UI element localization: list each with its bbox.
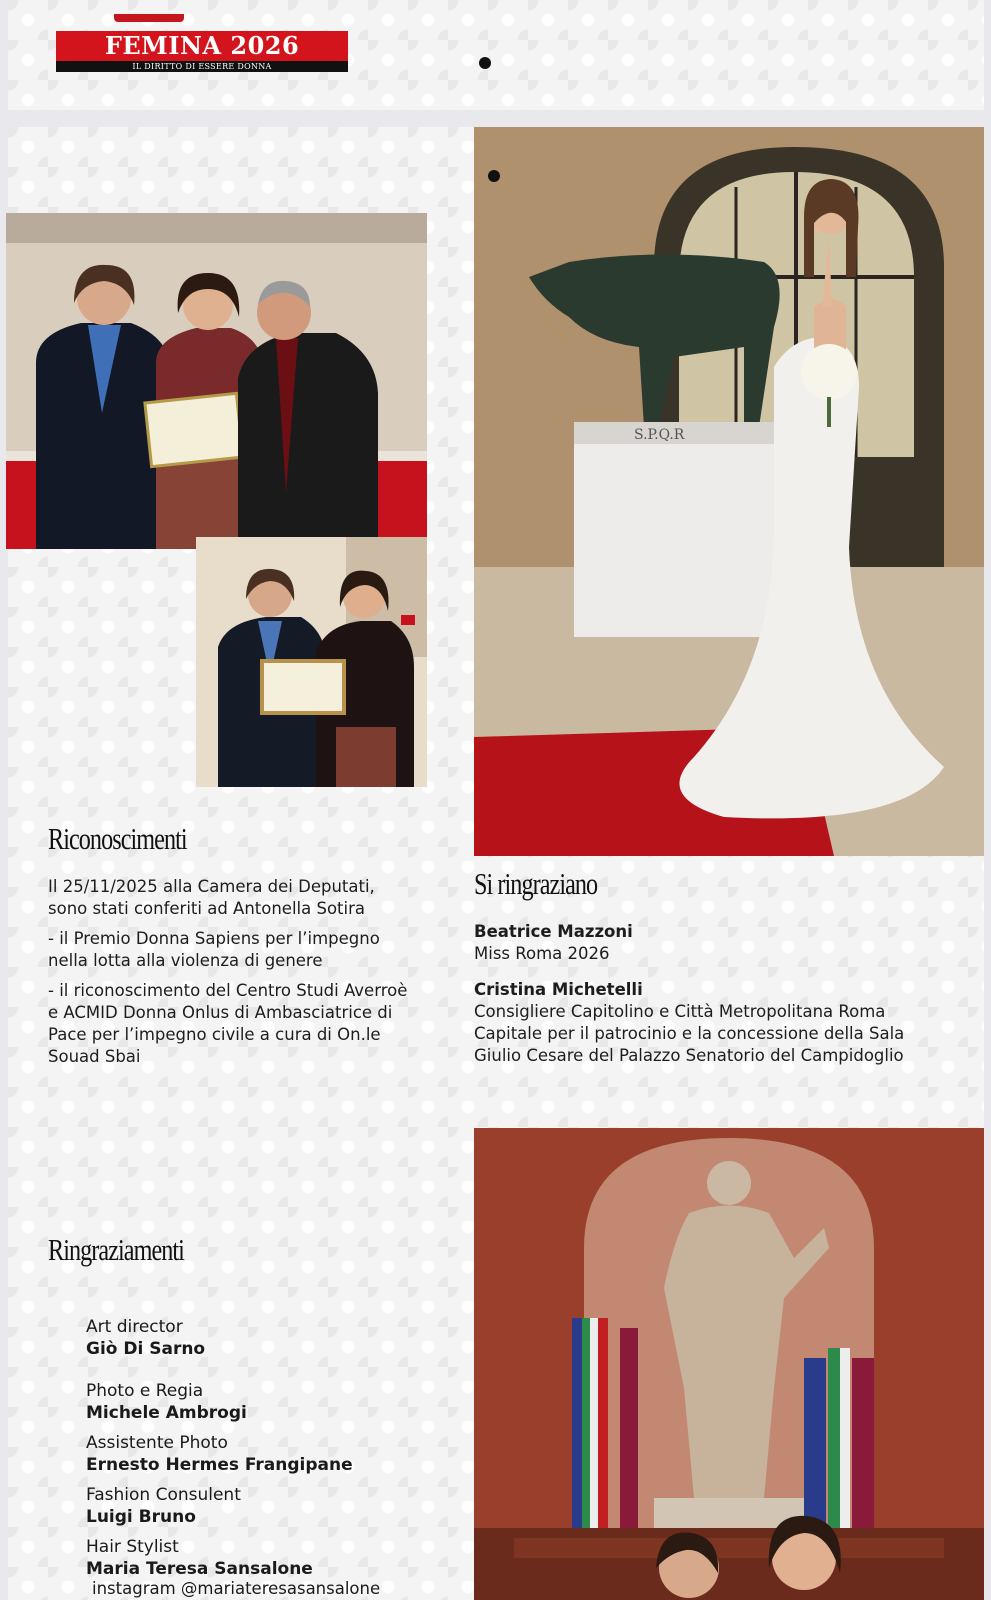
femina-logo (56, 14, 348, 72)
credit-role: Assistente Photo (86, 1433, 228, 1453)
si-ringraziano-heading: Si ringraziano (474, 866, 598, 901)
credit-role: Photo e Regia (86, 1381, 204, 1401)
thanks-entry (474, 979, 944, 1067)
award-ceremony-photo (6, 213, 427, 549)
credit-role: Fashion Consulent (86, 1485, 241, 1505)
logo-stub (114, 14, 184, 22)
svg-text:S.P.Q.R: S.P.Q.R (634, 427, 685, 443)
credit-entry (86, 1380, 247, 1424)
logo-tagline: IL DIRITTO DI ESSERE DONNA (132, 62, 272, 71)
bullet-dot (488, 170, 500, 182)
riconoscimenti-heading: Riconoscimenti (48, 821, 187, 856)
caesar-statue-hall-photo (474, 1128, 984, 1600)
credit-entry (86, 1432, 353, 1476)
credit-entry (86, 1484, 241, 1528)
credit-name: Michele Ambrogi (86, 1403, 247, 1423)
riconoscimenti-item-ambasciatrice: - il riconoscimento del Centro Studi Averroè e ACMID Donna Onlus di Ambasciatrice di Pace per l’impegno civile a cura di On.le Souad Sbai (48, 981, 408, 1066)
credit-role: Art director (86, 1317, 183, 1337)
riconoscimenti-intro: Il 25/11/2025 alla Camera dei Deputati, sono stati conferiti ad Antonella Sotira (48, 877, 375, 918)
thanks-role: Consigliere Capitolino e Città Metropolitana Roma Capitale per il patrocinio e la concessione della Sala Giulio Cesare del Palazzo Senatorio del Campidoglio (474, 1002, 905, 1065)
credit-name: Giò Di Sarno (86, 1339, 206, 1359)
top-strip (8, 0, 984, 110)
thanks-role: Miss Roma 2026 (474, 944, 610, 963)
riconoscimenti-text (48, 876, 418, 1076)
instagram-handle: instagram @mariateresasansalone (92, 1579, 381, 1598)
thanks-name: Beatrice Mazzoni (474, 922, 633, 941)
credit-entry (86, 1316, 205, 1360)
credit-role: Hair Stylist (86, 1537, 179, 1557)
thanks-name: Cristina Michetelli (474, 980, 643, 999)
riconoscimenti-item-donna-sapiens: - il Premio Donna Sapiens per l’impegno nella lotta alla violenza di genere (48, 929, 380, 970)
bullet-dot (479, 57, 491, 69)
credit-entry (86, 1536, 313, 1580)
certificate-handover-photo (196, 537, 427, 787)
si-ringraziano-list (474, 921, 944, 1067)
logo-title: FEMINA 2026 (104, 31, 300, 60)
ringraziamenti-heading: Ringraziamenti (48, 1232, 184, 1267)
credit-name: Ernesto Hermes Frangipane (86, 1455, 353, 1475)
credit-name: Maria Teresa Sansalone (86, 1559, 313, 1579)
bride-capitoline-wolf-photo (474, 127, 984, 856)
thanks-entry (474, 921, 944, 965)
credit-name: Luigi Bruno (86, 1507, 196, 1527)
